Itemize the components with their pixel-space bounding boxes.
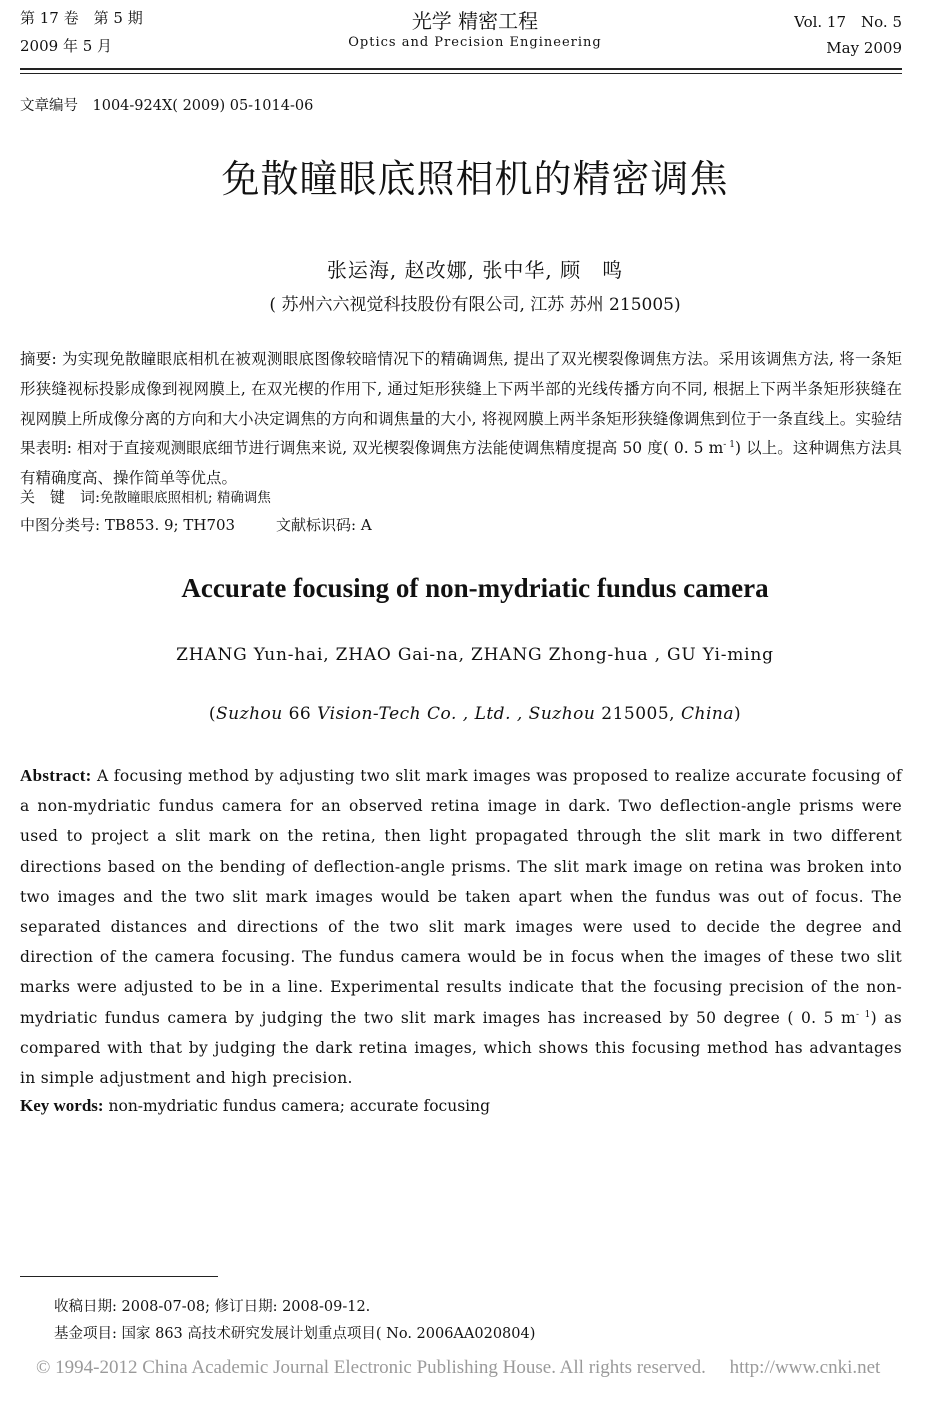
article-number: 文章编号 1004-924X( 2009) 05-1014-06 [20,98,314,114]
footnote-funding: 基金项目: 国家 863 高技术研究发展计划重点项目( No. 2006AA020804) [54,1326,536,1342]
keywords-cn [20,486,271,507]
footnote-rule [20,1276,218,1277]
authors-en: ZHANG Yun-hai, ZHAO Gai-na, ZHANG Zhong-hua , GU Yi-ming [176,645,774,665]
document-code: 文献标识码: A [276,516,372,534]
publication-date: 2009 年 5 月 [20,37,113,55]
affiliation-en-zip: 215005, [595,704,681,724]
affiliation-en [0,704,950,724]
abstract-en-label: Abstract: [20,766,92,785]
affiliation-en-city: Suzhou [216,704,283,724]
affiliation-en-country: China [680,704,734,724]
affiliation-en-company: Vision-Tech Co. , Ltd. , Suzhou [317,704,596,724]
journal-title-cn: 光学 精密工程 [411,9,539,33]
abstract-en-text-end: ) as compared with that by judging the dark retina images, which shows this focusing method has advantages in simple adjustment and high precision. [20,1008,902,1088]
journal-title-en: Optics and Precision Engineering [348,35,602,50]
affiliation-cn: ( 苏州六六视觉科技股份有限公司, 江苏 苏州 215005) [269,295,681,315]
keywords-cn-values: 免散瞳眼底照相机; 精确调焦 [100,490,271,506]
volume-issue: 第 17 卷 第 5 期 [20,9,143,27]
abstract-en-text: A focusing method by adjusting two slit mark images was proposed to realize accurate focusing of a non-mydriatic fundus camera for an observed retina image in dark. Two deflection-angle prisms were used to project a slit mark on the retina, then light propagated through the slit mark in two different directions based on the bending of deflection-angle prisms. The slit mark image on retina was broken into two images and the two slit mark images would be taken apart when the fundus was out of focus. The separated distances and directions of the two slit mark images were used to decide the degree and direction of the camera focusing. The fundus camera would be in focus when the images of these two slit marks were adjusted to be in a line. Experimental results indicate that the focusing precision of the non-mydriatic fundus camera by judging the two slit mark images has increased by 50 degree ( 0. 5 m [20,767,902,1027]
authors-cn: 张运海, 赵改娜, 张中华, 顾 鸣 [326,258,624,282]
abstract-cn-unit-exponent: - 1 [723,440,736,451]
affiliation-en-close: ) [733,704,742,724]
affiliation-en-open: ( [208,704,217,724]
header-rule-thin [20,73,902,74]
month-year-en: May 2009 [826,39,902,57]
article-title-en: Accurate focusing of non-mydriatic fundus camera [181,573,769,603]
abstract-cn-text-end: ) 以上。这种调焦方法具有精确度高、操作简单等优点。 [20,439,902,488]
affiliation-en-num: 66 [282,704,318,724]
footnote-received-date: 收稿日期: 2008-07-08; 修订日期: 2008-09-12. [54,1299,371,1315]
keywords-cn-label: 关 键 词: [20,488,101,506]
abstract-en-unit-exponent: - 1 [856,1009,871,1020]
keywords-en [20,1096,490,1116]
abstract-cn-text: 摘要: 为实现免散瞳眼底相机在被观测眼底图像较暗情况下的精确调焦, 提出了双光楔裂像调焦方法。采用该调焦方法, 将一条矩形狭缝视标投影成像到视网膜上, 在双光楔的作用下, 通过矩形狭缝上下两半部的光线传播方向不同, 根据上下两半条矩形狭缝在视网膜上所成像分离的方向和大小决定调焦的方向和调焦量的大小, 将视网膜上两半条矩形狭缝像调焦到位于一条直线上。实验结果表明: 相对于直接观测眼底细节进行调焦来说, 双光楔裂像调焦方法能使调焦精度提高 50 度( 0. 5 m [20,350,902,458]
header-rule-thick [20,68,902,70]
abstract-en [20,761,902,1093]
copyright-notice: © 1994-2012 China Academic Journal Electronic Publishing House. All rights reserved. http://www.cnki.net [36,1357,881,1378]
volume-number-en: Vol. 17 No. 5 [794,13,902,31]
classification-number: 中图分类号: TB853. 9; TH703 [20,516,236,534]
article-title-cn: 免散瞳眼底照相机的精密调焦 [221,157,729,201]
keywords-en-label: Key words: [20,1096,104,1115]
abstract-cn [20,345,902,494]
keywords-en-values: non-mydriatic fundus camera; accurate focusing [103,1097,491,1115]
